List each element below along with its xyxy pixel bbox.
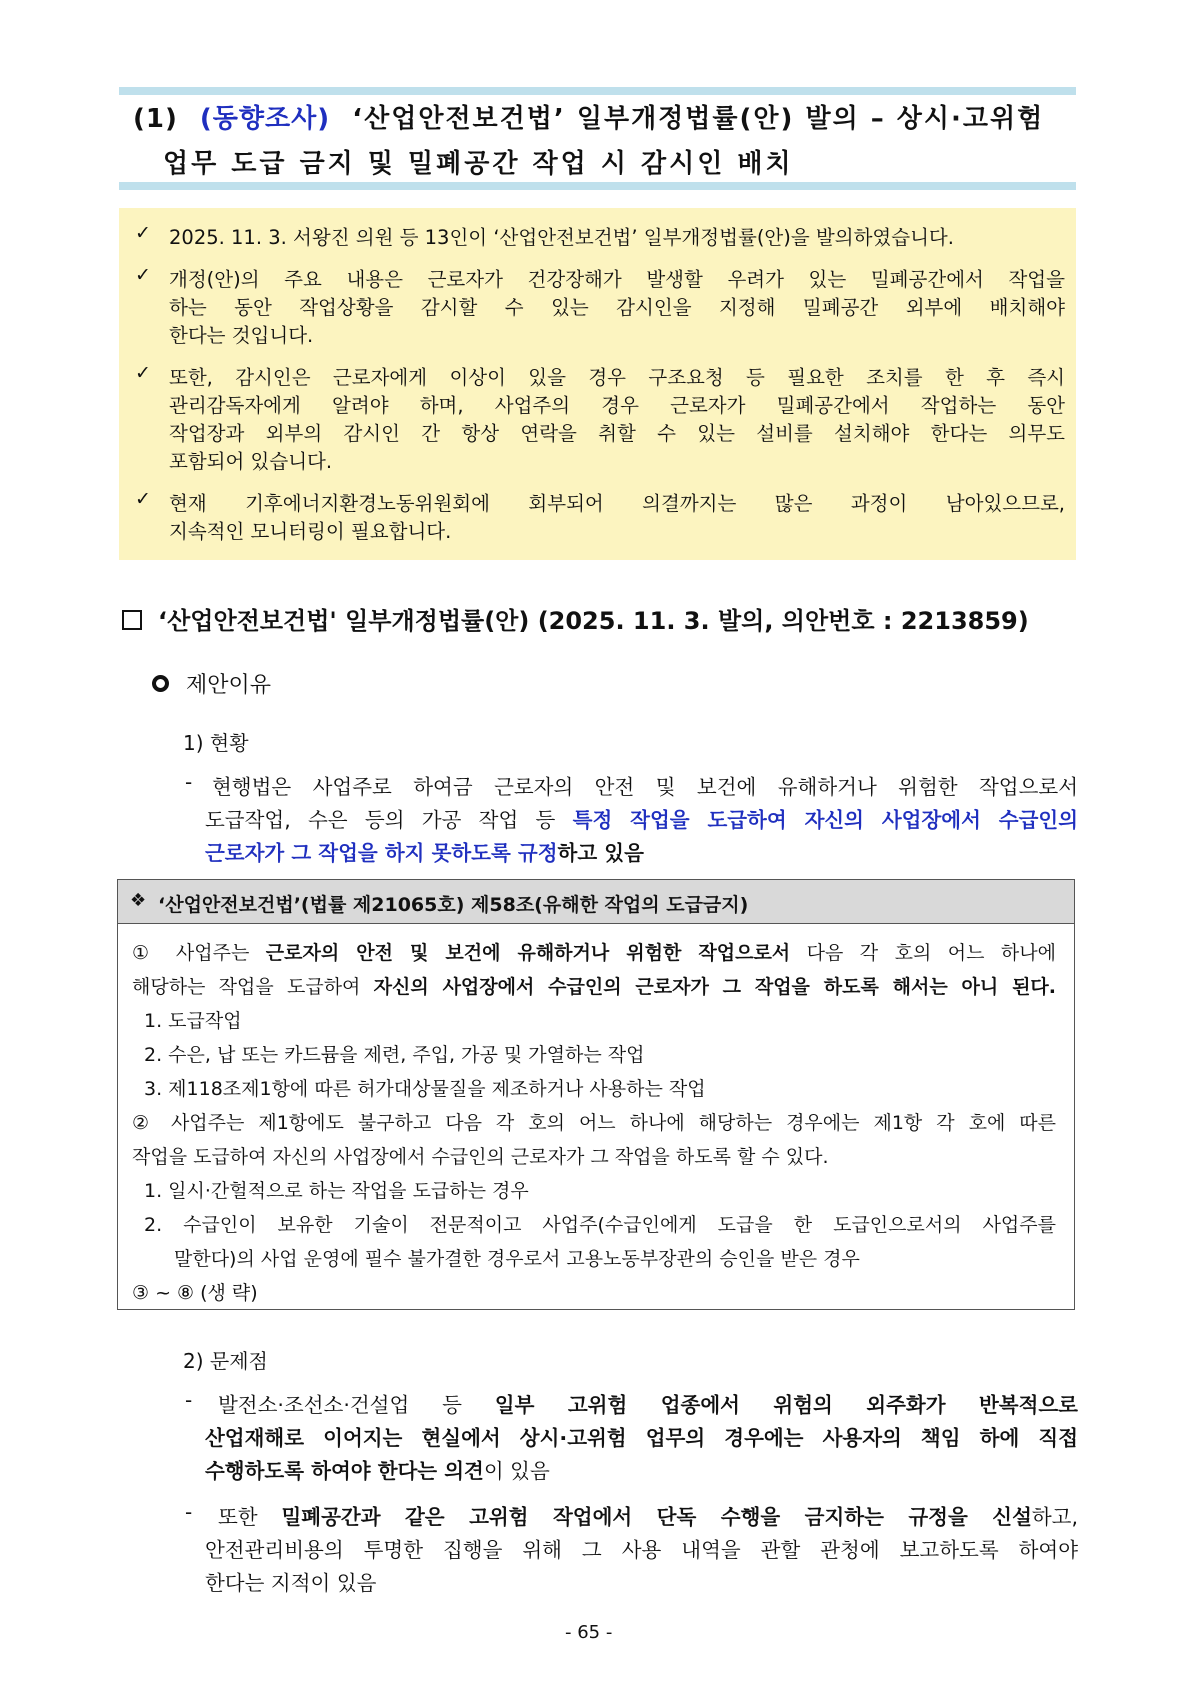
problem-text: 이 있음 (483, 1459, 550, 1483)
law-text-bold: 근로자의 안전 및 보건에 유해하거나 위험한 작업으로서 (265, 942, 791, 964)
law-omitted: ③ ~ ⑧ (생 략) (132, 1282, 258, 1304)
law-item: 1. 일시·간헐적으로 하는 작업을 도급하는 경우 (144, 1180, 529, 1202)
summary-line: 관리감독자에게 알려야 하며, 사업주의 경우 근로자가 밀폐공간에서 작업하는 동안 (169, 394, 1065, 417)
dash-bullet: - (185, 1388, 193, 1412)
summary-line: 개정(안)의 주요 내용은 근로자가 건강장해가 발생할 우려가 있는 밀폐공간에서 작업을 (169, 268, 1065, 291)
problem-text-bold: 일부 고위험 업종에서 위험의 외주화가 반복적으로 (494, 1393, 1078, 1417)
law-clause-1-line-1 (132, 938, 1056, 965)
law-item: 2. 수급인이 보유한 기술이 전문적이고 사업주(수급인에게 도급을 한 도급인으로서의 사업주를 (144, 1214, 1056, 1236)
page-number: - 65 - (565, 1622, 613, 1643)
current-line-3 (205, 836, 1078, 866)
problem-text-bold: 밀폐공간과 같은 고위험 작업에서 단독 수행을 금지하는 규정을 신설 (281, 1505, 1032, 1529)
section-tag: (동향조사) (199, 104, 331, 134)
current-status-label: 1) 현황 (183, 731, 249, 755)
law-text: ① 사업주는 (132, 942, 266, 964)
summary-line: 하는 동안 작업상황을 감시할 수 있는 감시인을 지정해 밀폐공간 외부에 배치해야 (169, 296, 1065, 319)
current-line-2-highlight: 특정 작업을 도급하여 자신의 사업장에서 수급인의 (572, 808, 1079, 832)
summary-line: 2025. 11. 3. 서왕진 의원 등 13인이 ‘산업안전보건법’ 일부개정법률(안)을 발의하였습니다. (169, 226, 954, 249)
title-text: ‘산업안전보건법’ 일부개정법률(안) 발의 – 상시·고위험 (352, 104, 1045, 134)
law-item-continued: 말한다)의 사업 운영에 필수 불가결한 경우로서 고용노동부장관의 승인을 받은 경우 (174, 1248, 860, 1270)
diamond-bullet-icon: ❖ (130, 890, 147, 911)
summary-line: 작업장과 외부의 감시인 간 항상 연락을 취할 수 있는 설비를 설치해야 한다는 의무도 (169, 422, 1065, 445)
law-excerpt-box (117, 879, 1075, 1310)
summary-line: 또한, 감시인은 근로자에게 이상이 있을 경우 구조요청 등 필요한 조치를 한 후 즉시 (169, 366, 1065, 389)
page-title (133, 98, 1044, 135)
law-text: 해당하는 작업을 도급하여 (132, 976, 374, 998)
current-line-2-plain: 도급작업, 수은 등의 가공 작업 등 (205, 808, 573, 832)
summary-line: 포함되어 있습니다. (169, 450, 333, 473)
problem-1-line-3 (205, 1454, 1078, 1484)
circle-bullet-icon (152, 675, 169, 692)
current-line-3-bold: 하고 있음 (557, 841, 644, 865)
summary-line: 지속적인 모니터링이 필요합니다. (169, 520, 452, 543)
law-text-bold: 자신의 사업장에서 수급인의 근로자가 그 작업을 하도록 해서는 아니 된다. (373, 976, 1057, 998)
check-icon: ✓ (135, 488, 151, 510)
bill-heading: ‘산업안전보건법' 일부개정법률(안) (2025. 11. 3. 발의, 의안번호 : 2213859) (158, 607, 1029, 635)
law-clause-2-line-2: 작업을 도급하여 자신의 사업장에서 수급인의 근로자가 그 작업을 하도록 할 수 있다. (132, 1146, 829, 1168)
page-title-line2: 업무 도급 금지 및 밀폐공간 작업 시 감시인 배치 (163, 149, 794, 179)
section-number: (1) (133, 104, 178, 134)
law-item: 1. 도급작업 (144, 1010, 242, 1032)
square-bullet-icon (122, 610, 142, 630)
law-clause-1-line-2 (132, 972, 1056, 999)
dash-bullet: - (185, 1500, 193, 1524)
current-line-2 (205, 803, 1078, 833)
problem-text: 또한 (218, 1505, 282, 1529)
problem-2-line-3: 한다는 지적이 있음 (205, 1571, 377, 1595)
reason-label: 제안이유 (186, 673, 272, 698)
summary-box (119, 208, 1076, 560)
law-clause-2-line-1: ② 사업주는 제1항에도 불구하고 다음 각 호의 어느 하나에 해당하는 경우에는 제1항 각 호에 따른 (132, 1112, 1056, 1134)
problem-label: 2) 문제점 (183, 1349, 268, 1373)
check-icon: ✓ (135, 362, 151, 384)
problem-1-line-1 (218, 1388, 1078, 1418)
law-item: 2. 수은, 납 또는 카드뮴을 제련, 주입, 가공 및 가열하는 작업 (144, 1044, 645, 1066)
dash-bullet: - (185, 770, 193, 794)
problem-1-line-2: 산업재해로 이어지는 현실에서 상시·고위험 업무의 경우에는 사용자의 책임 하에 직접 (205, 1426, 1078, 1450)
check-icon: ✓ (135, 222, 151, 244)
check-icon: ✓ (135, 264, 151, 286)
title-bottom-rule (119, 182, 1076, 190)
problem-2-line-2: 안전관리비용의 투명한 집행을 위해 그 사용 내역을 관할 관청에 보고하도록 하여야 (205, 1538, 1078, 1562)
summary-line: 한다는 것입니다. (169, 324, 314, 347)
current-line-3-highlight: 근로자가 그 작업을 하지 못하도록 규정 (205, 841, 558, 865)
law-excerpt-title: ‘산업안전보건법’(법률 제21065호) 제58조(유해한 작업의 도급금지) (158, 894, 749, 916)
law-text: 다음 각 호의 어느 하나에 (790, 942, 1056, 964)
problem-text: 하고, (1031, 1505, 1078, 1529)
problem-text: 발전소·조선소·건설업 등 (218, 1393, 495, 1417)
current-line-1: 현행법은 사업주로 하여금 근로자의 안전 및 보건에 유해하거나 위험한 작업으로서 (212, 775, 1078, 799)
summary-line: 현재 기후에너지환경노동위원회에 회부되어 의결까지는 많은 과정이 남아있으므로, (169, 492, 1065, 515)
law-excerpt-header (118, 880, 1074, 924)
problem-2-line-1 (218, 1500, 1078, 1530)
title-top-rule (119, 87, 1076, 95)
law-item: 3. 제118조제1항에 따른 허가대상물질을 제조하거나 사용하는 작업 (144, 1078, 706, 1100)
problem-text-bold: 수행하도록 하여야 한다는 의견 (205, 1459, 484, 1483)
